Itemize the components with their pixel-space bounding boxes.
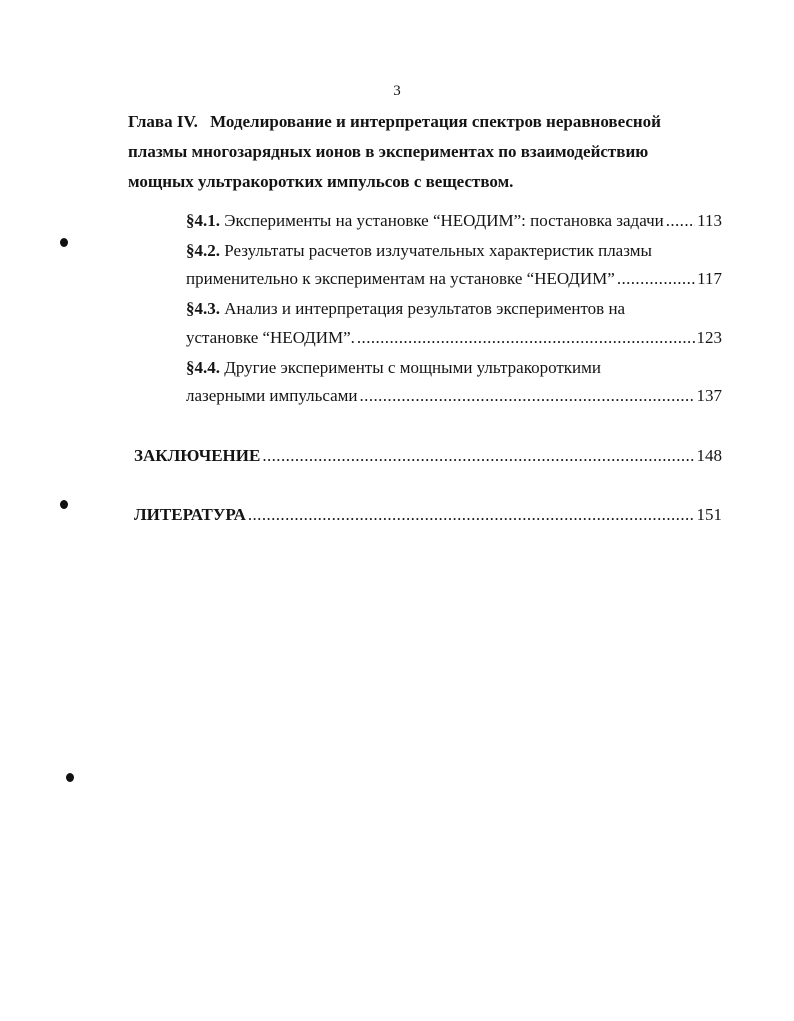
leader-dots [262,444,694,468]
punch-hole-mark [66,773,74,782]
section-number: §4.3. [186,299,220,318]
punch-hole-mark [60,238,68,247]
punch-hole-mark [60,500,68,509]
chapter-label: Глава IV. [128,112,198,131]
section-number: §4.4. [186,358,220,377]
toc-entry-4-3-line2[interactable] [186,326,722,350]
toc-entry-conclusion[interactable] [134,444,722,468]
chapter-title: Моделирование и интерпретация спектров неравновесной плазмы многозарядных ионов в экспериментах по взаимодействию мощных ультракоротких импульсов с веществом. [128,112,661,191]
section-title: Результаты расчетов излучательных характеристик плазмы [224,241,652,260]
toc-entry-4-2-line2[interactable] [186,267,722,291]
literature-label: ЛИТЕРАТУРА [134,505,246,524]
section-number: §4.1. [186,211,220,230]
page-ref: 148 [696,446,722,465]
section-title-cont: установке “НЕОДИМ”. [186,328,355,347]
toc-entry-4-1[interactable] [186,209,722,233]
page-ref: 151 [696,505,722,524]
section-title-cont: лазерными импульсами [186,386,358,405]
toc-entry-4-4-line1[interactable] [186,356,601,380]
page-ref: 113 [697,211,722,230]
toc-entry-4-4-line2[interactable] [186,384,722,408]
toc-entry-literature[interactable] [134,503,722,527]
leader-dots [666,209,695,233]
leader-dots [248,503,695,527]
leader-dots [617,267,695,291]
section-title: Эксперименты на установке “НЕОДИМ”: постановка задачи [224,211,664,230]
toc-entry-4-3-line1[interactable] [186,297,625,321]
section-title: Анализ и интерпретация результатов экспериментов на [224,299,626,318]
leader-dots [360,384,695,408]
page-ref: 117 [697,269,722,288]
conclusion-label: ЗАКЛЮЧЕНИЕ [134,446,261,465]
page-number: 3 [393,83,401,99]
leader-dots [357,326,695,350]
chapter-heading [128,107,698,197]
section-title-cont: применительно к экспериментам на установке “НЕОДИМ” [186,269,615,288]
toc-entry-4-2-line1[interactable] [186,239,652,263]
section-number: §4.2. [186,241,220,260]
page-ref: 137 [696,386,722,405]
page-ref: 123 [696,328,722,347]
section-title: Другие эксперименты с мощными ультракороткими [224,358,602,377]
